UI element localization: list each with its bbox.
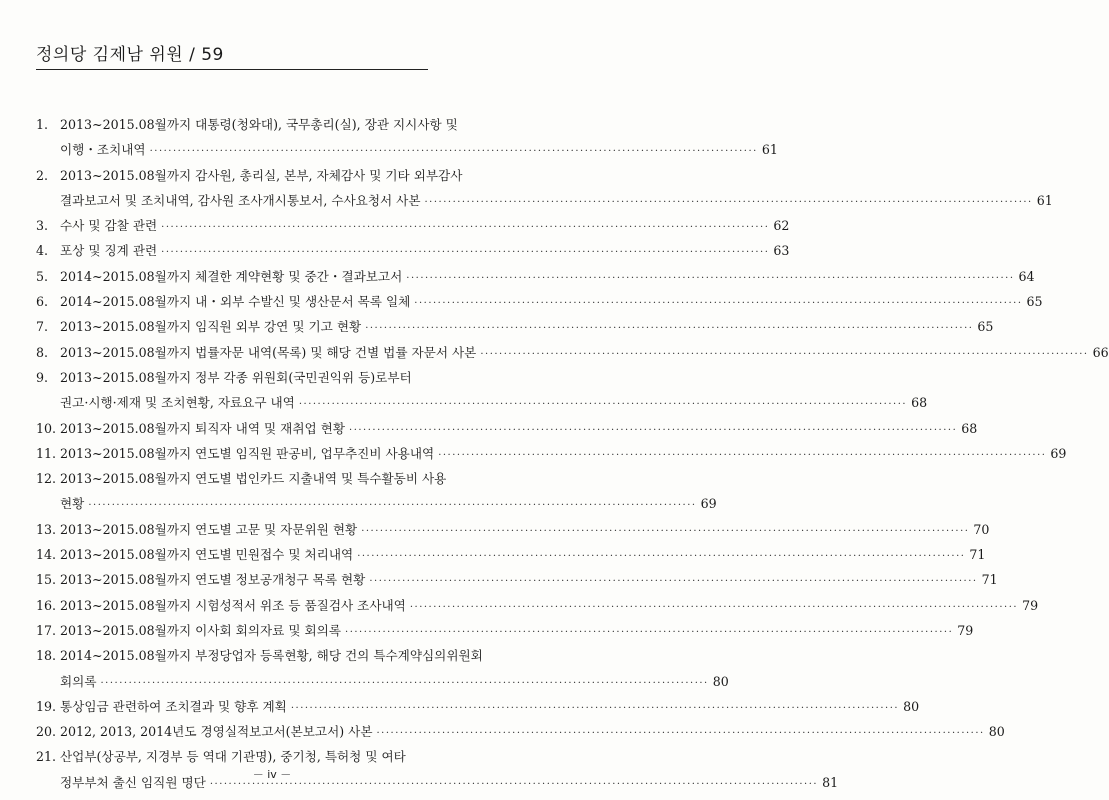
- page-header: [36, 40, 428, 70]
- toc-entry-number: 18.: [36, 648, 57, 664]
- toc-entry-number: 7.: [36, 319, 49, 335]
- toc-entry-page: 62: [773, 218, 790, 234]
- toc-entry-line: [36, 213, 790, 238]
- toc-entry-title: 2014~2015.08월까지 체결한 계약현황 및 중간・결과보고서: [60, 268, 403, 284]
- toc-entry[interactable]: [36, 593, 1039, 618]
- toc-entry[interactable]: [36, 213, 790, 238]
- toc-entry-title: 2013~2015.08월까지 임직원 외부 강연 및 기고 현황: [60, 319, 362, 335]
- toc-entry-number: 16.: [36, 597, 57, 613]
- page-footer: － iv －: [252, 768, 292, 781]
- toc-entry[interactable]: [36, 289, 1043, 314]
- toc-entry-title: 2014~2015.08월까지 내・외부 수발신 및 생산문서 목록 일체: [60, 294, 411, 310]
- toc-entry-line: [36, 289, 1043, 314]
- dot-leader: ··································································································································: [349, 424, 958, 436]
- dot-leader: ··································································································································: [369, 576, 978, 588]
- toc-entry-number: 2.: [36, 167, 49, 183]
- toc-entry[interactable]: [36, 517, 990, 542]
- toc-entry-line: [36, 390, 928, 415]
- toc-entry-number: 1.: [36, 117, 49, 132]
- toc-entry-page: 64: [1018, 268, 1035, 284]
- dot-leader: ··································································································································: [365, 323, 974, 335]
- toc-entry-title: 2013~2015.08월까지 연도별 법인카드 지출내역 및 특수활동비 사용: [60, 471, 447, 487]
- toc-entry-number: 8.: [36, 344, 49, 360]
- toc-entry-title: 통상임금 관련하여 조치결과 및 향후 계획: [60, 698, 287, 714]
- toc-entry[interactable]: [36, 314, 994, 339]
- toc-entry-line: [36, 719, 1005, 744]
- toc-entry-line: [36, 441, 1067, 466]
- dot-leader: ··································································································································: [480, 348, 1089, 360]
- toc-entry-number: 10.: [36, 420, 57, 436]
- toc-entry-page: 80: [988, 724, 1005, 740]
- toc-entry-number: 9.: [36, 369, 49, 385]
- dot-leader: ··································································································································: [290, 702, 900, 714]
- toc-entry-line: [36, 466, 506, 491]
- toc-entry-number: 20.: [36, 724, 57, 740]
- toc-entry[interactable]: [36, 643, 729, 694]
- toc-entry-line: [36, 517, 990, 542]
- toc-entry-line: [36, 365, 506, 390]
- toc-entry-number: 3.: [36, 218, 49, 234]
- toc-entry[interactable]: [36, 264, 1035, 289]
- toc-entry-page: 63: [773, 243, 790, 259]
- toc-entry-title: 2013~2015.08월까지 연도별 고문 및 자문위원 현황: [60, 521, 358, 537]
- toc-entry-line: [36, 593, 1039, 618]
- toc-entry-line: [36, 416, 978, 441]
- toc-entry-title: 2013~2015.08월까지 법률자문 내역(목록) 및 해당 건별 법률 자문서 사본: [60, 344, 477, 360]
- toc-entry-line: [36, 542, 986, 567]
- header-title: 정의당 김제남 위원 / 59: [36, 45, 224, 65]
- toc-entry-title: 권고·시행·제재 및 조치현황, 자료요구 내역: [60, 395, 295, 411]
- toc-entry-title: 2013~2015.08월까지 감사원, 총리실, 본부, 자체감사 및 기타 외부감사: [60, 167, 463, 183]
- toc-entry-title: 2013~2015.08월까지 시험성적서 위조 등 품질검사 조사내역: [60, 597, 406, 613]
- toc-entry-page: 68: [911, 395, 928, 411]
- toc-entry[interactable]: [36, 416, 978, 441]
- dot-leader: ··································································································································: [161, 222, 770, 234]
- toc-entry-number: 17.: [36, 622, 57, 638]
- toc-entry-line: [36, 238, 790, 263]
- toc-entry-title: 이행・조치내역: [60, 142, 146, 158]
- toc-entry-page: 66: [1092, 344, 1109, 360]
- toc-entry-number: 4.: [36, 243, 49, 259]
- dot-leader: ··································································································································: [376, 728, 985, 740]
- toc-entry-page: 80: [712, 673, 729, 689]
- toc-entry-title: 산업부(상공부, 지경부 등 역대 기관명), 중기청, 특허청 및 여타: [60, 749, 406, 765]
- toc-entry-line: [36, 264, 1035, 289]
- toc-entry-title: 회의록: [60, 673, 97, 689]
- toc-entry[interactable]: [36, 441, 1067, 466]
- dot-leader: ··································································································································: [438, 449, 1047, 461]
- toc-entry-page: 61: [761, 142, 778, 158]
- toc-entry-page: 70: [973, 521, 990, 537]
- dot-leader: ··································································································································: [88, 500, 697, 512]
- toc-entry-number: 13.: [36, 521, 57, 537]
- toc-entry[interactable]: [36, 365, 928, 416]
- toc-entry-number: 12.: [36, 471, 57, 487]
- toc-entry-title: 현황: [60, 496, 85, 512]
- toc-entry-line: [36, 567, 998, 592]
- toc-entry-line: [36, 188, 1053, 213]
- toc-entry[interactable]: [36, 238, 790, 263]
- toc-entry-page: 81: [822, 774, 839, 790]
- dot-leader: ··································································································································: [424, 196, 1033, 208]
- toc-entry[interactable]: [36, 567, 998, 592]
- toc-entry-title: 수사 및 감찰 관련: [60, 218, 158, 234]
- toc-entry-page: 79: [1022, 597, 1039, 613]
- toc-entry-page: 79: [957, 622, 974, 638]
- toc-entry[interactable]: [36, 340, 1109, 365]
- toc-entry-title: 2013~2015.08월까지 연도별 정보공개청구 목록 현황: [60, 572, 366, 588]
- toc-entry-page: 65: [977, 319, 994, 335]
- toc-entry-line: [36, 340, 1109, 365]
- toc-entry-number: 11.: [36, 445, 57, 461]
- dot-leader: ··································································································································: [406, 272, 1015, 284]
- dot-leader: ··································································································································: [345, 626, 954, 638]
- toc-entry-page: 61: [1036, 192, 1053, 208]
- dot-leader: ··································································································································: [361, 525, 970, 537]
- toc-entry-number: 19.: [36, 698, 57, 714]
- toc-entry-line: [36, 491, 717, 516]
- toc-entry-line: [36, 314, 994, 339]
- toc-entry-line: [36, 669, 729, 694]
- toc-entry[interactable]: [36, 719, 1005, 744]
- toc-entry-title: 2013~2015.08월까지 이사회 회의자료 및 회의록: [60, 622, 342, 638]
- toc-entry-page: 69: [700, 496, 717, 512]
- toc-entry[interactable]: [36, 542, 986, 567]
- toc-entry-number: 14.: [36, 547, 57, 563]
- toc-entry-line: [36, 694, 920, 719]
- dot-leader: ··································································································································: [209, 778, 819, 790]
- toc-entry-page: 71: [981, 572, 998, 588]
- toc-entry-title: 포상 및 징계 관련: [60, 243, 158, 259]
- toc-entry-title: 2013~2015.08월까지 정부 각종 위원회(국민권익위 등)로부터: [60, 369, 412, 385]
- toc-entry-title: 2012, 2013, 2014년도 경영실적보고서(본보고서) 사본: [60, 724, 373, 740]
- toc-entry[interactable]: [36, 694, 920, 719]
- toc-entry[interactable]: [36, 618, 974, 643]
- toc-entry-title: 2013~2015.08월까지 퇴직자 내역 및 재취업 현황: [60, 420, 346, 436]
- toc-entry-number: 21.: [36, 749, 57, 765]
- dot-leader: ··································································································································: [161, 247, 770, 259]
- table-of-contents: [36, 112, 1109, 795]
- toc-entry-number: 15.: [36, 572, 57, 588]
- toc-entry-line: [36, 643, 506, 668]
- toc-entry-page: 71: [969, 547, 986, 563]
- toc-entry[interactable]: [36, 112, 778, 163]
- toc-entry-title: 2013~2015.08월까지 연도별 임직원 판공비, 업무추진비 사용내역: [60, 445, 435, 461]
- toc-entry-title: 2013~2015.08월까지 대통령(청와대), 국무총리(실), 장관 지시사항 및: [60, 117, 458, 132]
- dot-leader: ··································································································································: [357, 551, 966, 563]
- toc-entry-page: 80: [903, 698, 920, 714]
- toc-entry-number: 6.: [36, 294, 49, 310]
- dot-leader: ··································································································································: [100, 677, 709, 689]
- dot-leader: ··································································································································: [409, 601, 1019, 613]
- dot-leader: ··································································································································: [149, 146, 758, 158]
- toc-entry-line: [36, 618, 974, 643]
- toc-entry-page: 65: [1026, 294, 1043, 310]
- toc-entry-line: [36, 137, 778, 162]
- toc-entry-title: 정부부처 출신 임직원 명단: [60, 774, 206, 790]
- toc-entry-line: [36, 163, 506, 188]
- toc-entry-number: 5.: [36, 268, 49, 284]
- toc-entry-page: 69: [1050, 445, 1067, 461]
- toc-entry[interactable]: [36, 163, 1053, 214]
- toc-entry-line: [36, 112, 506, 137]
- dot-leader: ··································································································································: [414, 298, 1023, 310]
- toc-entry-title: 2013~2015.08월까지 연도별 민원접수 및 처리내역: [60, 547, 354, 563]
- toc-entry-title: 2014~2015.08월까지 부정당업자 등록현황, 해당 건의 특수계약심의위원회: [60, 648, 483, 664]
- toc-entry-title: 결과보고서 및 조치내역, 감사원 조사개시통보서, 수사요청서 사본: [60, 192, 421, 208]
- dot-leader: ··································································································································: [298, 399, 908, 411]
- toc-entry[interactable]: [36, 466, 717, 517]
- toc-entry-page: 68: [961, 420, 978, 436]
